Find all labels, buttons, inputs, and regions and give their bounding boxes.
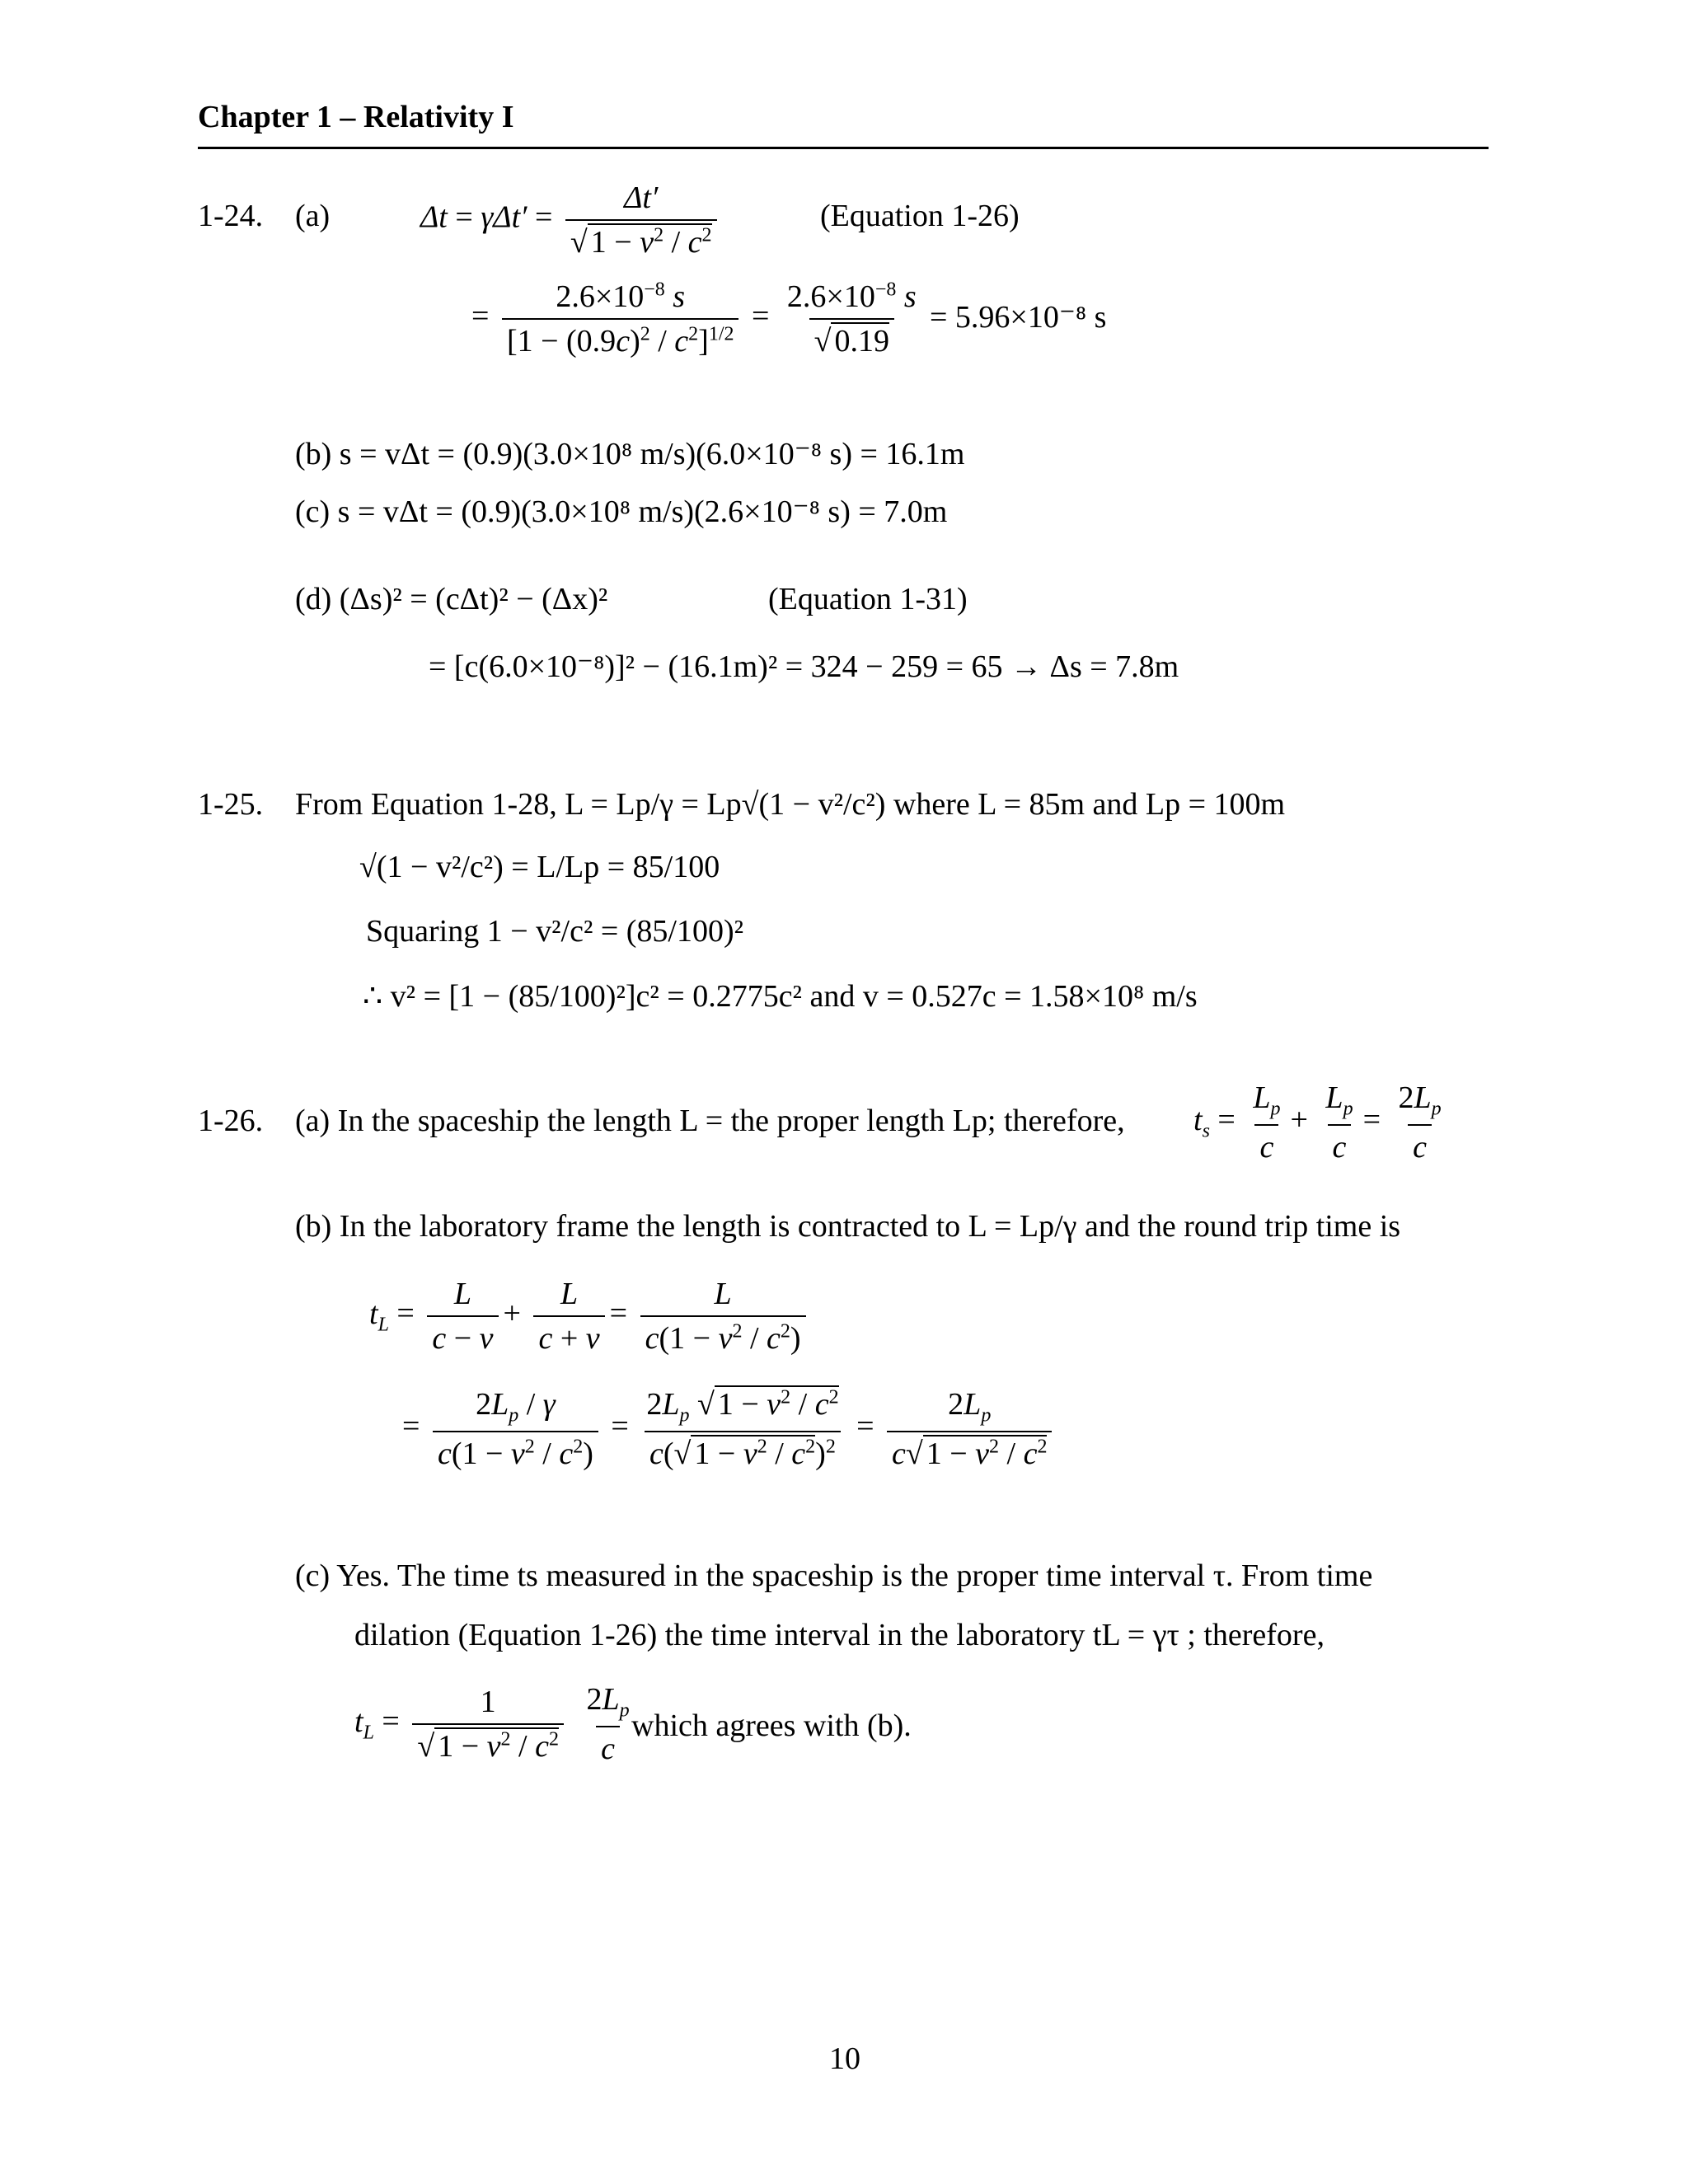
chapter-title: Chapter 1 – Relativity I: [198, 100, 514, 134]
equation-1-24d: (d) (Δs)² = (cΔt)² − (Δx)²: [295, 582, 608, 616]
text-1-26c-line1: (c) Yes. The time ts measured in the spaceship is the proper time interval τ. From time: [295, 1558, 1373, 1593]
equation-1-24c: (c) s = vΔt = (0.9)(3.0×10⁸ m/s)(2.6×10⁻⁸ s) = 7.0m: [295, 494, 948, 529]
text-1-26c-line2: dilation (Equation 1-26) the time interval in the laboratory tL = γτ ; therefore,: [354, 1618, 1325, 1652]
equation-1-26b-line2: = $\frac{2L_p / \gamma}{c(1 - v^2 / c^2)}$ = $\frac{2L_p √ 1 - v^2 / c^2}{c(√ 1 - v^2 / c^2)^2}$ = $\frac{2L_p}{c√ 1 - v^2 / c^2}$: [402, 1386, 1057, 1472]
equation-1-24a-line1: Δt = γΔt′ = $\frac{\Delta t'}{√ 1 - v^2 / c^2}$: [420, 180, 722, 260]
equation-1-26b-line1: $t_L$ = $\frac{L}{c - v}$ + $\frac{L}{c + v}$ = $\frac{L}{c(1 - v^2 / c^2)}$: [369, 1276, 811, 1357]
equation-1-24b: (b) s = vΔt = (0.9)(3.0×10⁸ m/s)(6.0×10⁻⁸ s) = 16.1m: [295, 437, 965, 471]
equation-ref-1-26: (Equation 1-26): [820, 199, 1020, 233]
text-1-26c-final: which agrees with (b).: [631, 1708, 912, 1743]
equation-1-26c: $t_L$ = $\frac{1}{√ 1 - v^2 / c^2}$ $\frac{2L_p}{c}$: [354, 1682, 630, 1766]
equation-ref-1-31: (Equation 1-31): [768, 582, 968, 616]
text-1-26a: (a) In the spaceship the length L = the proper length Lp; therefore,: [295, 1104, 1125, 1138]
equation-1-25-line1: From Equation 1-28, L = Lp/γ = Lp√(1 − v²/c²) where L = 85m and Lp = 100m: [295, 787, 1286, 822]
equation-1-25-line2: √(1 − v²/c²) = L/Lp = 85/100: [359, 850, 720, 884]
equation-1-24a-line2: = $\frac{2.6\times 10^{-8} s}{[1 - (0.9c)^2 / c^2]^{1/2}}$ = $\frac{2.6\times 10^{-8} s}{√ 0.19}$: [471, 279, 917, 359]
equation-1-24d-line2: = [c(6.0×10⁻⁸)]² − (16.1m)² = 324 − 259 = 65 → Δs = 7.8m: [429, 649, 1179, 684]
part-a-label: (a): [295, 199, 331, 233]
text-1-26b: (b) In the laboratory frame the length is contracted to L = Lp/γ and the round trip time is: [295, 1209, 1401, 1244]
equation-1-25-line4: ∴ v² = [1 − (85/100)²]c² = 0.2775c² and v = 0.527c = 1.58×10⁸ m/s: [363, 979, 1198, 1014]
problem-number-1-26: 1-26.: [198, 1104, 264, 1138]
equation-1-25-line3: Squaring 1 − v²/c² = (85/100)²: [366, 914, 744, 949]
equation-1-24a-result: = 5.96×10⁻⁸ s: [930, 300, 1107, 335]
problem-number-1-24: 1-24.: [198, 199, 264, 233]
page-number: 10: [829, 2041, 860, 2076]
problem-number-1-25: 1-25.: [198, 787, 264, 822]
equation-1-26a: $t_s$ = $\frac{L_p}{c}$ + $\frac{L_p}{c}$ = $\frac{2L_p}{c}$: [1193, 1080, 1442, 1165]
header-rule: [198, 147, 1489, 149]
